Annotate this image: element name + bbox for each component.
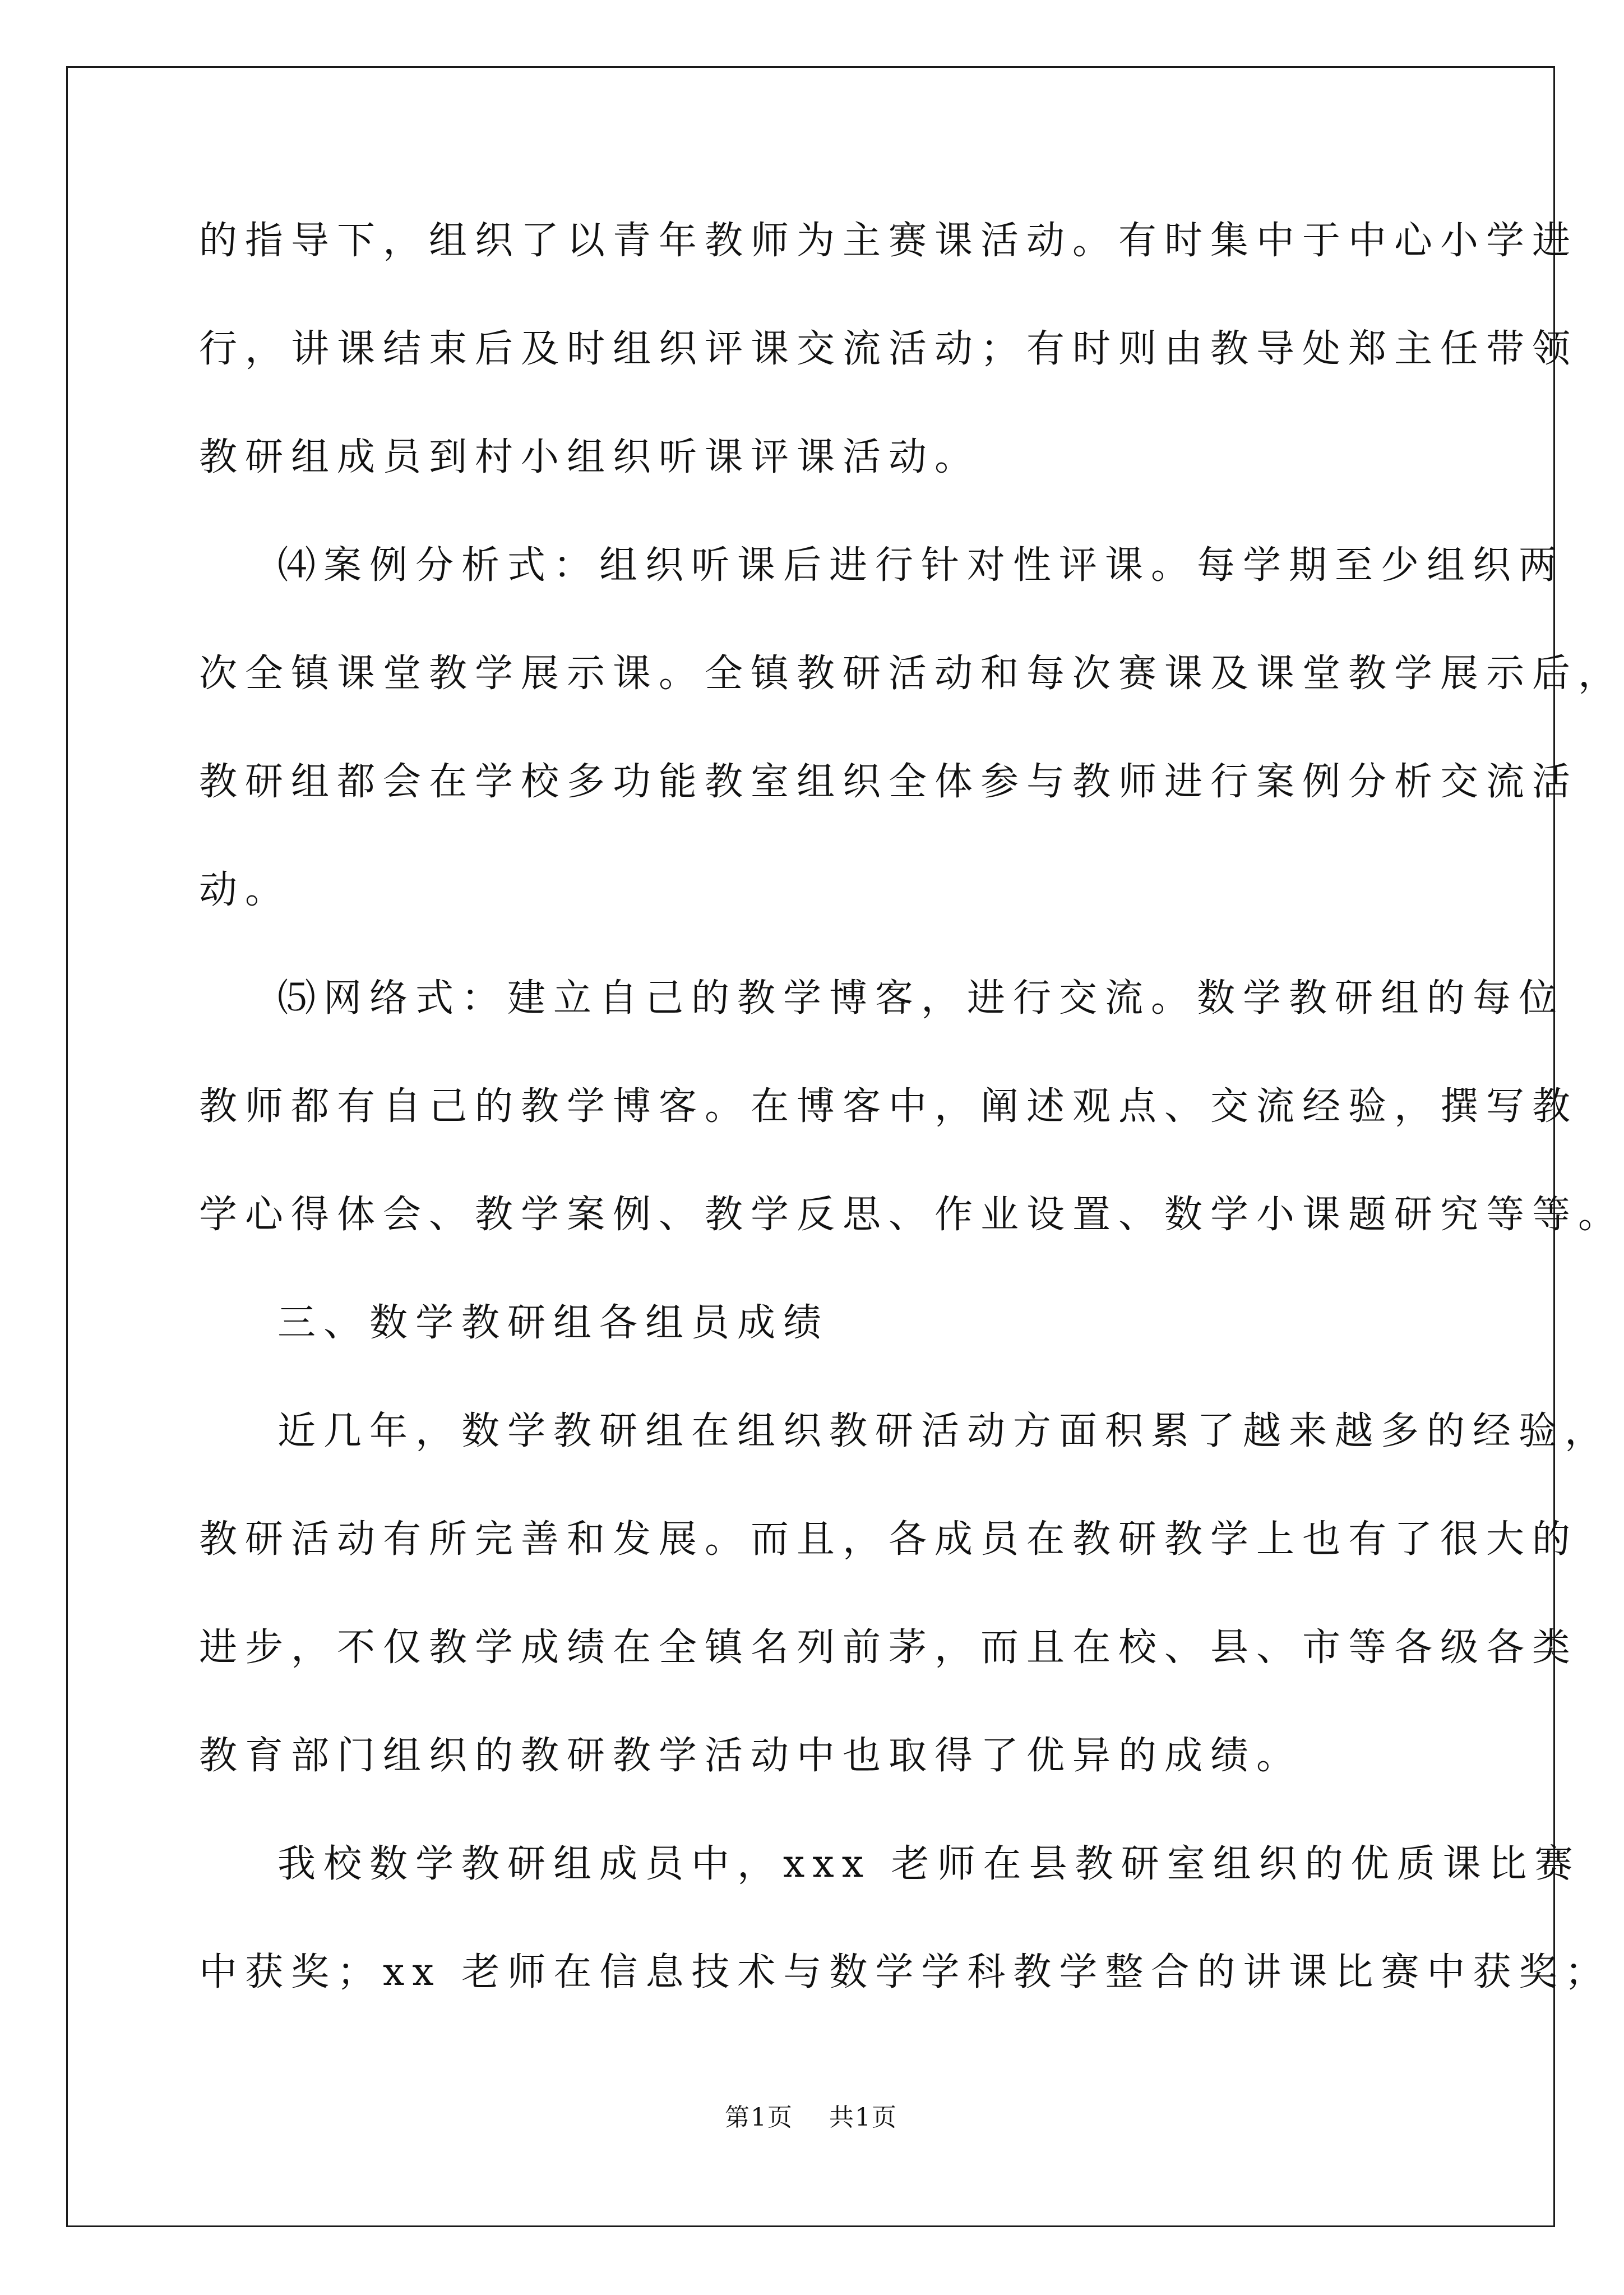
text-line: 我校数学教研组成员中，xxx 老师在县教研室组织的优质课比赛: [277, 1842, 1581, 1886]
text-line: 近几年，数学教研组在组织教研活动方面积累了越来越多的经验，: [277, 1409, 1611, 1453]
text-line: ⑸网络式：建立自己的教学博客，进行交流。数学教研组的每位: [277, 976, 1565, 1020]
text-line: 的指导下，组织了以青年教师为主赛课活动。有时集中于中心小学进: [199, 219, 1579, 263]
text-line: 教研组成员到村小组织听课评课活动。: [199, 435, 981, 479]
text-line: ⑷案例分析式：组织听课后进行针对性评课。每学期至少组织两: [277, 543, 1565, 588]
text-line: 中获奖；xx 老师在信息技术与数学学科教学整合的讲课比赛中获奖；: [199, 1950, 1611, 1994]
text-line: 进步，不仅教学成绩在全镇名列前茅，而且在校、县、市等各级各类: [199, 1626, 1579, 1670]
page-number: 第1页: [725, 2103, 793, 2132]
page-total: 共1页: [829, 2103, 897, 2132]
text-line: 教师都有自己的教学博客。在博客中，阐述观点、交流经验，撰写教: [199, 1084, 1579, 1129]
text-line: 动。: [199, 868, 292, 912]
text-line: 次全镇课堂教学展示课。全镇教研活动和每次赛课及课堂教学展示后，: [199, 652, 1624, 696]
text-line: 教育部门组织的教研教学活动中也取得了优异的成绩。: [199, 1734, 1303, 1778]
page-footer: [0, 2097, 1622, 2133]
text-line: 行，讲课结束后及时组织评课交流活动；有时则由教导处郑主任带领: [199, 327, 1579, 371]
document-body: [199, 213, 1624, 2053]
text-line: 教研组都会在学校多功能教室组织全体参与教师进行案例分析交流活: [199, 760, 1579, 804]
text-line: 学心得体会、教学案例、教学反思、作业设置、数学小课题研究等等。: [199, 1193, 1624, 1237]
text-line: 教研活动有所完善和发展。而且，各成员在教研教学上也有了很大的: [199, 1517, 1579, 1562]
section-heading: 三、数学教研组各组员成绩: [277, 1301, 830, 1345]
